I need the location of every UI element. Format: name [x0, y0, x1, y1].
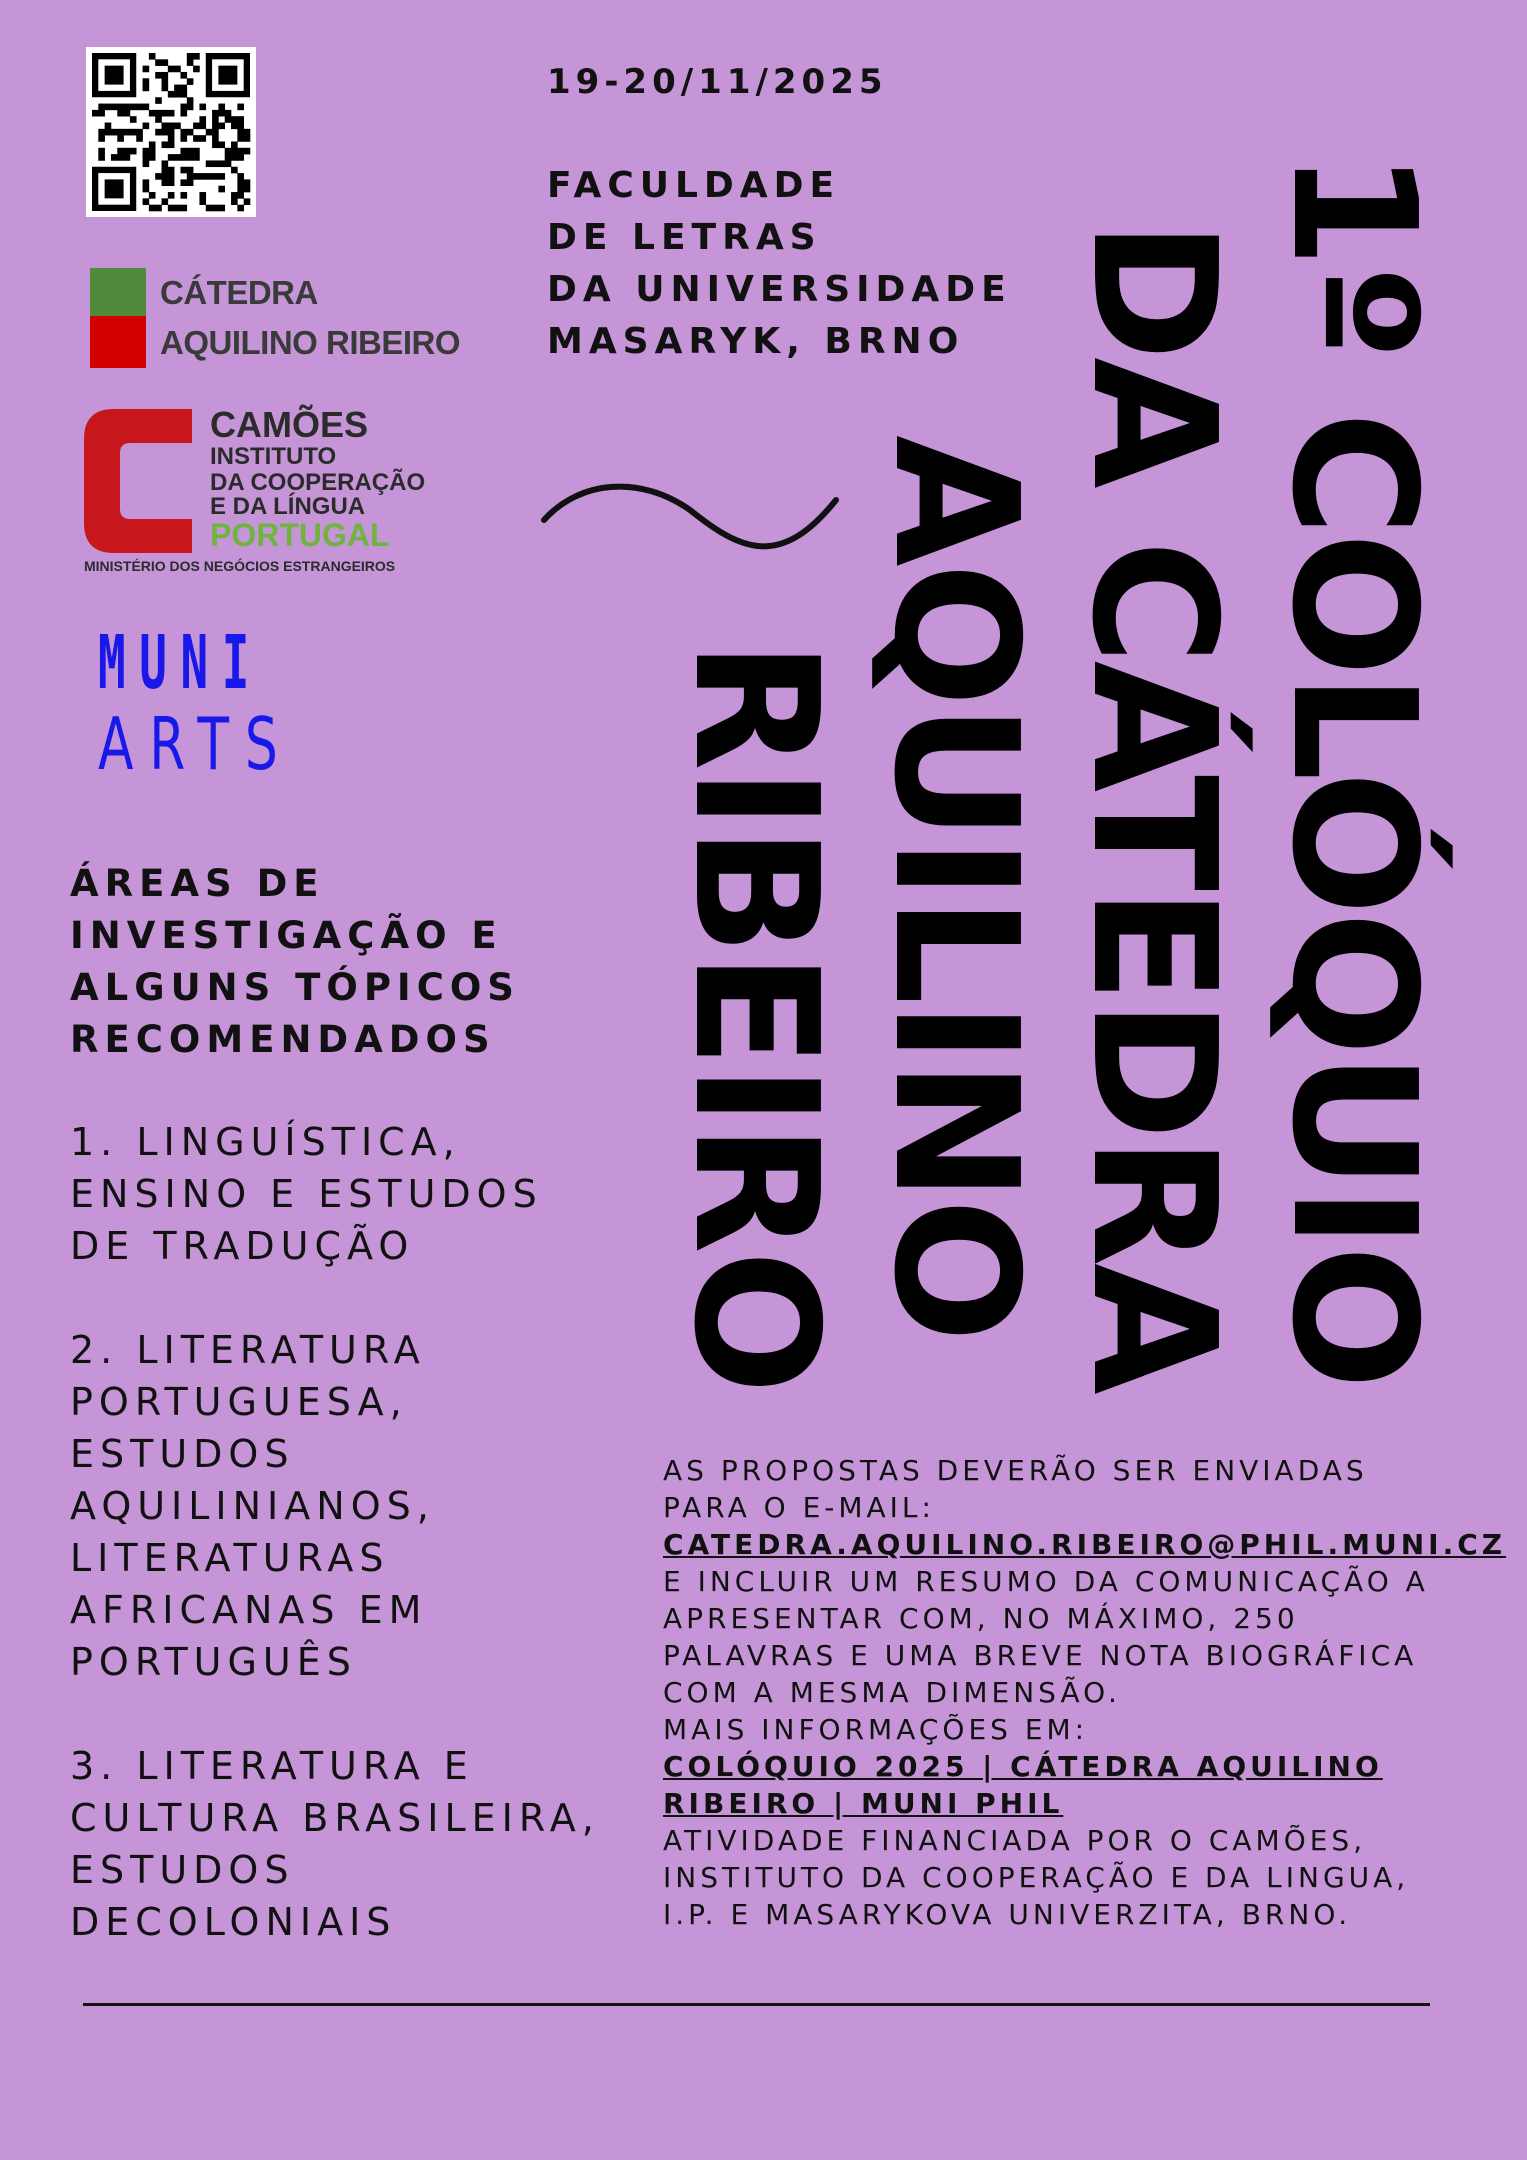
- proposals-line: PALAVRAS E UMA BREVE NOTA BIOGRÁFICA: [663, 1639, 1418, 1672]
- proposals-line: I.P. E MASARYKOVA UNIVERZITA, BRNO.: [663, 1898, 1352, 1931]
- areas-heading: [70, 858, 520, 1066]
- qr-code[interactable]: [86, 47, 256, 217]
- area-line: DE TRADUÇÃO: [70, 1224, 415, 1268]
- catedra-logo-line-1: CÁTEDRA: [160, 274, 318, 311]
- qr-code-pattern: [86, 47, 256, 217]
- camoes-line-5: PORTUGAL: [210, 517, 390, 553]
- area-line: ESTUDOS: [70, 1848, 295, 1892]
- areas-heading-line: ÁREAS DE: [70, 862, 325, 905]
- event-date: 19-20/11/2025: [547, 62, 888, 102]
- camoes-c-icon: [84, 409, 192, 553]
- area-line: ESTUDOS: [70, 1432, 295, 1476]
- bottom-divider: [83, 2003, 1430, 2006]
- area-line: PORTUGUESA,: [70, 1380, 408, 1424]
- proposals-line: ATIVIDADE FINANCIADA POR O CAMÕES,: [663, 1824, 1367, 1857]
- camoes-instituto-logo: [84, 405, 444, 580]
- venue-line: DA UNIVERSIDADE: [547, 269, 1012, 310]
- proposals-line: COM A MESMA DIMENSÃO.: [663, 1676, 1121, 1709]
- areas-heading-line: ALGUNS TÓPICOS: [70, 966, 520, 1009]
- camoes-line-1: CAMÕES: [210, 404, 369, 445]
- proposals-line: APRESENTAR COM, NO MÁXIMO, 250: [663, 1602, 1299, 1635]
- title-line-1: 1º COLÓQUIO: [1254, 150, 1452, 1386]
- proposals-info: [663, 1452, 1507, 1933]
- catedra-aquilino-ribeiro-logo: [90, 268, 510, 372]
- website-link[interactable]: RIBEIRO | MUNI PHIL: [663, 1787, 1064, 1820]
- area-line: DECOLONIAIS: [70, 1900, 397, 1944]
- venue-line: MASARYK, BRNO: [547, 321, 965, 362]
- area-line: 3. LITERATURA E: [70, 1744, 474, 1788]
- title-line-2: DA CÁTEDRA: [1054, 220, 1252, 1391]
- decorative-swoosh: [540, 480, 840, 570]
- area-line: CULTURA BRASILEIRA,: [70, 1796, 600, 1840]
- event-venue: [547, 160, 1012, 368]
- email-link[interactable]: CATEDRA.AQUILINO.RIBEIRO@PHIL.MUNI.CZ: [663, 1528, 1507, 1561]
- title-line-4: RIBEIRO: [656, 640, 854, 1391]
- arts-logo-line: ARTS: [98, 702, 294, 786]
- area-line: 2. LITERATURA: [70, 1328, 426, 1372]
- area-item-3: [70, 1740, 600, 1948]
- camoes-ministry-line: MINISTÉRIO DOS NEGÓCIOS ESTRANGEIROS: [84, 558, 396, 574]
- proposals-line: E INCLUIR UM RESUMO DA COMUNICAÇÃO A: [663, 1565, 1429, 1598]
- muni-arts-logo: [98, 620, 338, 786]
- camoes-line-2: INSTITUTO: [210, 443, 337, 470]
- area-line: LITERATURAS: [70, 1536, 390, 1580]
- title-line-3: AQUILINO: [856, 435, 1054, 1339]
- area-item-1: [70, 1116, 600, 1272]
- venue-line: DE LETRAS: [547, 217, 822, 258]
- website-link[interactable]: COLÓQUIO 2025 | CÁTEDRA AQUILINO: [663, 1750, 1383, 1783]
- areas-list: [70, 1116, 600, 2000]
- catedra-logo-line-2: AQUILINO RIBEIRO: [160, 324, 461, 361]
- area-line: PORTUGUÊS: [70, 1640, 357, 1684]
- areas-heading-line: RECOMENDADOS: [70, 1018, 496, 1061]
- muni-logo-line: MUNI: [98, 620, 264, 706]
- area-line: AFRICANAS EM: [70, 1588, 428, 1632]
- proposals-line: PARA O E-MAIL:: [663, 1491, 935, 1524]
- proposals-line: MAIS INFORMAÇÕES EM:: [663, 1713, 1089, 1746]
- logo-green-square: [90, 268, 146, 316]
- logo-red-square: [90, 316, 146, 368]
- area-line: AQUILINIANOS,: [70, 1484, 435, 1528]
- areas-heading-line: INVESTIGAÇÃO E: [70, 914, 503, 957]
- area-line: 1. LINGUÍSTICA,: [70, 1120, 461, 1164]
- area-item-2: [70, 1324, 600, 1688]
- venue-line: FACULDADE: [547, 165, 841, 206]
- camoes-line-4: E DA LÍNGUA: [210, 493, 366, 520]
- area-line: ENSINO E ESTUDOS: [70, 1172, 543, 1216]
- proposals-line: INSTITUTO DA COOPERAÇÃO E DA LINGUA,: [663, 1861, 1410, 1894]
- proposals-line: AS PROPOSTAS DEVERÃO SER ENVIADAS: [663, 1454, 1368, 1487]
- camoes-line-3: DA COOPERAÇÃO: [210, 469, 426, 496]
